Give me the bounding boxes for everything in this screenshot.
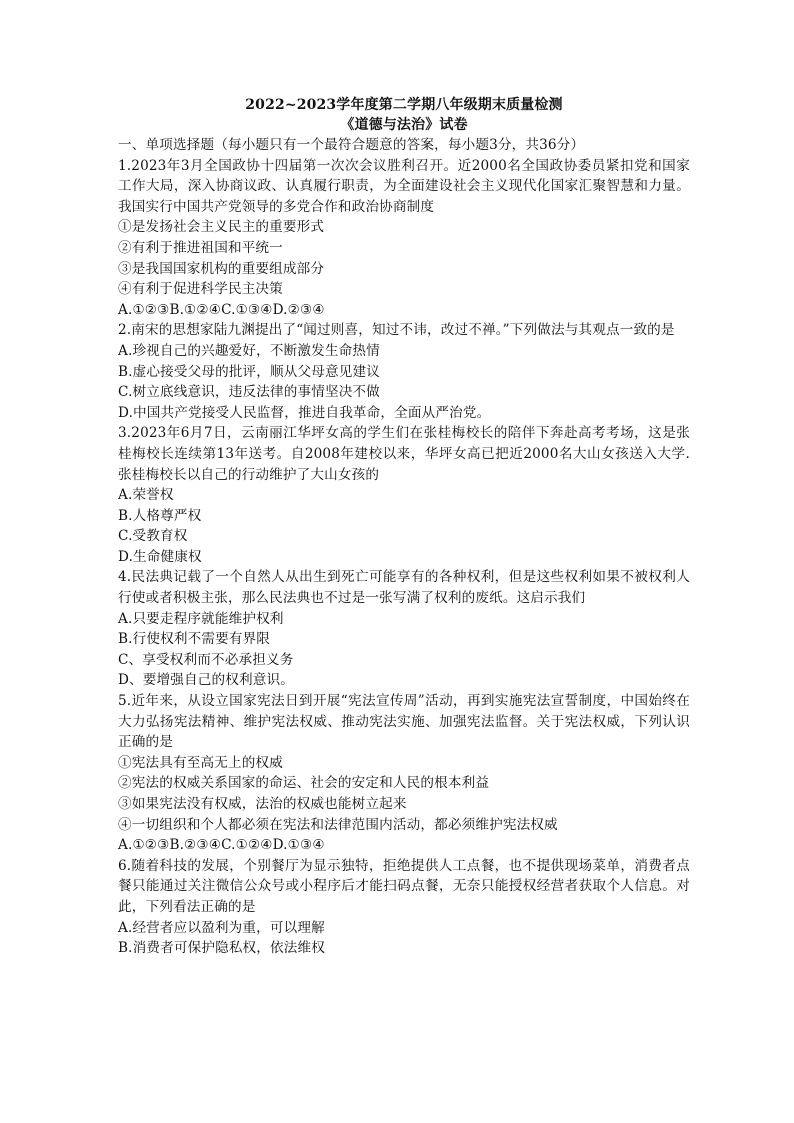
- option-d: D.中国共产党接受人民监督，推进自我革命，全面从严治党。: [118, 404, 491, 421]
- exam-page: [118, 95, 690, 959]
- exam-title: 2022~2023学年度第二学期八年级期末质量检测: [245, 97, 563, 113]
- question-2: [118, 320, 690, 423]
- option-c: C.受教育权: [118, 528, 188, 545]
- question-3: [118, 423, 690, 567]
- statement-4: ④有利于促进科学民主决策: [118, 281, 283, 298]
- question-stem: 5.近年来，从设立国家宪法日到开展“宪法宣传周”活动，再到实施宪法宣誓制度，中国始终在大力弘扬宪法精神、维护宪法权威、推动宪法实施、加强宪法监督。关于宪法权威，下列认识正确的是: [118, 693, 690, 751]
- option-a: A.只要走程序就能维护权利: [118, 610, 284, 627]
- question-stem: 3.2023年6月7日，云南丽江华坪女高的学生们在张桂梅校长的陪伴下奔赴高考考场，这是张桂梅校长连续第13年送考。自2008年建校以来，华坪女高已把近2000名大山女孩送入大学.张桂梅校长以自己的行动维护了大山女孩的: [118, 425, 690, 483]
- section-heading: 一、单项选择题（每小题只有一个最符合题意的答案，每小题3分，共36分）: [118, 137, 585, 153]
- question-5: [118, 691, 690, 856]
- option-b: B.虚心接受父母的批评，顺从父母意见建议: [118, 363, 380, 380]
- question-stem: 2.南宋的思想家陆九渊提出了“闻过则喜，知过不讳，改过不禅。”下列做法与其观点一致的是: [118, 322, 675, 339]
- answer-options: A.①②③B.①②④C.①③④D.②③④: [118, 301, 325, 318]
- answer-options: A.①②③B.②③④C.①②④D.①③④: [118, 837, 325, 854]
- question-1: [118, 156, 690, 321]
- option-d: D.生命健康权: [118, 548, 202, 565]
- statement-2: ②有利于推进祖国和平统一: [118, 239, 283, 256]
- question-stem: 6.随着科技的发展，个别餐厅为显示独特，拒绝提供人工点餐，也不提供现场菜单，消费者点餐只能通过关注微信公众号或小程序后才能扫码点餐，无奈只能授权经营者获取个人信息。对此，下列看法正确的是: [118, 857, 690, 915]
- option-b: B.消费者可保护隐私权，依法维权: [118, 940, 326, 957]
- option-b: B.人格尊严权: [118, 507, 202, 524]
- option-c: C、享受权利而不必承担义务: [118, 651, 294, 668]
- option-a: A.珍视自己的兴趣爱好，不断激发生命热情: [118, 342, 380, 359]
- statement-3: ③是我国国家机构的重要组成部分: [118, 260, 325, 277]
- question-4: [118, 567, 690, 691]
- option-a: A.荣誉权: [118, 487, 174, 504]
- question-6: [118, 856, 690, 959]
- exam-subtitle: 《道德与法治》试卷: [340, 117, 468, 133]
- statement-1: ①是发扬社会主义民主的重要形式: [118, 219, 325, 236]
- option-d: D、要增强自己的权利意识。: [118, 672, 294, 689]
- statement-4: ④一切组织和个人都必须在宪法和法律范围内活动，都必须维护宪法权威: [118, 816, 558, 833]
- option-c: C.树立底线意识，违反法律的事情坚决不做: [118, 384, 380, 401]
- statement-3: ③如果宪法没有权威，法治的权威也能树立起来: [118, 796, 407, 812]
- statement-1: ①宪法具有至高无上的权威: [118, 754, 283, 771]
- question-stem: 4.民法典记载了一个自然人从出生到死亡可能享有的各种权利，但是这些权利如果不被权利人行使或者积极主张，那么民法典也不过是一张写满了权利的废纸。这启示我们: [118, 569, 690, 607]
- question-stem: 1.2023年3月全国政协十四届第一次次会议胜利召开。近2000名全国政协委员紧扣党和国家工作大局，深入协商议政、认真履行职责，为全面建设社会主义现代化国家汇聚智慧和力量。我国实行中国共产党领导的多党合作和政治协商制度: [118, 157, 690, 215]
- option-b: B.行使权利不需要有界限: [118, 631, 271, 648]
- option-a: A.经营者应以盈利为重，可以理解: [118, 919, 325, 936]
- statement-2: ②宪法的权威关系国家的命运、社会的安定和人民的根本利益: [118, 775, 490, 792]
